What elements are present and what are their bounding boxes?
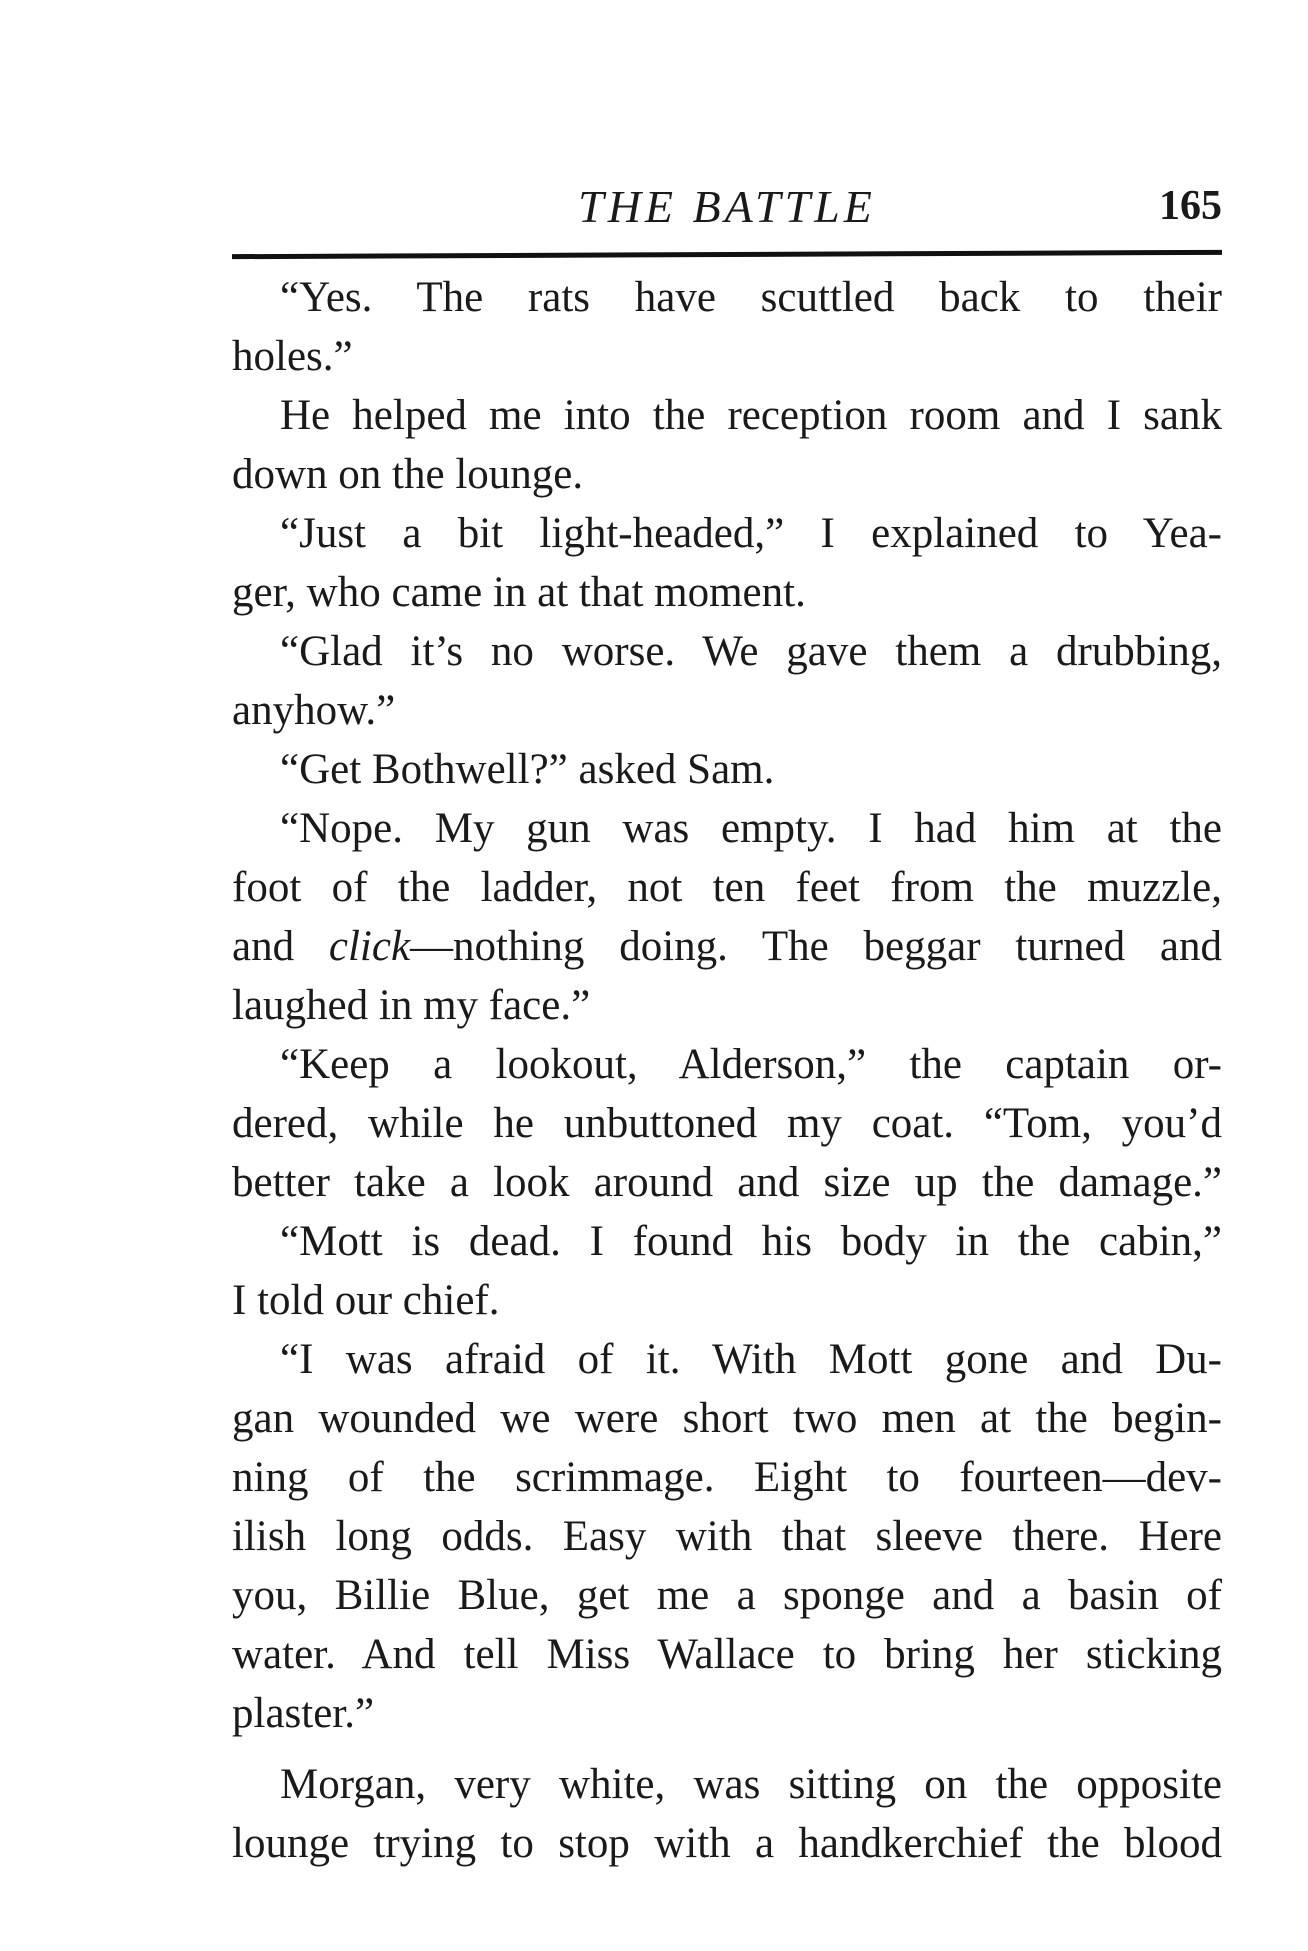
- text-line: “Nope. My gun was empty. I had him at the: [280, 805, 1222, 852]
- text-line: ning of the scrimmage. Eight to fourteen—dev-: [232, 1454, 1222, 1501]
- header-rule: [232, 250, 1222, 259]
- text-line: Morgan, very white, was sitting on the opposite: [280, 1761, 1222, 1808]
- text-line: gan wounded we were short two men at the begin-: [232, 1395, 1222, 1442]
- text-line: “Keep a lookout, Alderson,” the captain or-: [280, 1041, 1222, 1088]
- paragraph-7: [232, 1035, 1222, 1212]
- paragraph-4: [232, 622, 1222, 740]
- text-line: laughed in my face.”: [232, 982, 591, 1029]
- paragraph-8: [232, 1212, 1222, 1330]
- text-line: anyhow.”: [232, 687, 396, 734]
- text-line: holes.”: [232, 333, 353, 380]
- text-fragment: —nothing doing. The beggar turned and: [410, 923, 1223, 970]
- paragraph-5: [232, 740, 1222, 799]
- page-number: 165: [1159, 183, 1222, 229]
- paragraph-10: [232, 1755, 1222, 1873]
- text-fragment: and: [232, 923, 329, 970]
- body-text: [232, 268, 1222, 1873]
- text-line: “I was afraid of it. With Mott gone and Du-: [280, 1336, 1222, 1383]
- paragraph-2: [232, 386, 1222, 504]
- paragraph-1: [232, 268, 1222, 386]
- text-line: I told our chief.: [232, 1277, 500, 1324]
- text-line: He helped me into the reception room and I sank: [280, 392, 1222, 439]
- paragraph-9: [232, 1330, 1222, 1743]
- text-line-with-italic: [184, 917, 1222, 976]
- text-line: foot of the ladder, not ten feet from the muzzle,: [232, 864, 1222, 911]
- text-line: plaster.”: [232, 1690, 375, 1737]
- text-line: “Glad it’s no worse. We gave them a drubbing,: [280, 628, 1222, 675]
- text-line: “Just a bit light-headed,” I explained to Yea-: [280, 510, 1222, 557]
- text-line: ilish long odds. Easy with that sleeve there. Here: [232, 1513, 1222, 1560]
- text-line: water. And tell Miss Wallace to bring her sticking: [232, 1631, 1222, 1678]
- italic-word: click: [328, 923, 411, 970]
- text-line: lounge trying to stop with a handkerchief the blood: [232, 1820, 1222, 1867]
- text-line: ger, who came in at that moment.: [232, 569, 806, 616]
- text-line: down on the lounge.: [232, 451, 584, 498]
- text-line: dered, while he unbuttoned my coat. “Tom, you’d: [232, 1100, 1222, 1147]
- paragraph-3: [232, 504, 1222, 622]
- running-title: THE BATTLE: [578, 181, 876, 232]
- text-line: “Get Bothwell?” asked Sam.: [280, 746, 775, 793]
- paragraph-6: [232, 799, 1222, 1035]
- running-head: [232, 180, 1222, 240]
- text-line: “Yes. The rats have scuttled back to their: [280, 274, 1222, 321]
- text-line: “Mott is dead. I found his body in the cabin,”: [280, 1218, 1222, 1265]
- text-line: you, Billie Blue, get me a sponge and a basin of: [232, 1572, 1222, 1619]
- text-line: better take a look around and size up the damage.”: [232, 1159, 1222, 1206]
